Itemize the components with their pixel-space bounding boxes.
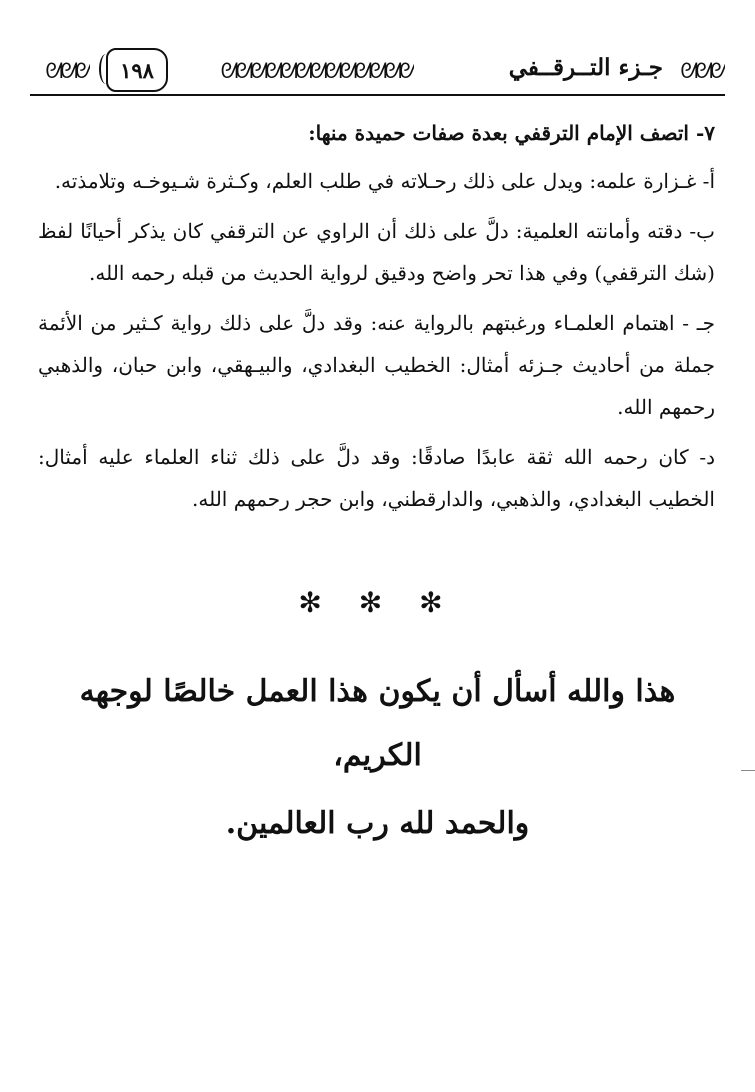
closing-supplication [40, 660, 715, 856]
page-header [30, 48, 725, 96]
running-title: جـزء التــرقــفي [508, 54, 663, 81]
margin-mark [741, 770, 755, 771]
page-number-frame [106, 48, 168, 92]
header-ornament-left: ᘛᘛᘛ [45, 58, 90, 83]
header-rule [30, 94, 725, 96]
page-body [38, 112, 715, 520]
closing-line-1: هذا والله أسأل أن يكون هذا العمل خالصًا لوجهه الكريم، [79, 674, 676, 773]
section-separator: ✻ ✻ ✻ [298, 586, 457, 619]
header-ornament-right: ᘛᘛᘛ [680, 58, 725, 83]
paragraph-b: ب- دقته وأمانته العلمية: دلَّ على ذلك أن الراوي عن الترقفي كان يذكر أحيانًا لفظ (شك الترقفي) وفي هذا تحر واضح ودقيق لرواية الحديث من قبله رحمه الله. [38, 219, 715, 285]
header-ornament-middle: ᘛᘛᘛᘛᘛᘛᘛᘛᘛᘛᘛᘛᘛ [220, 58, 414, 83]
paragraph-c: جـ - اهتمام العلمـاء ورغبتهم بالرواية عنه: وقد دلَّ على ذلك رواية كـثير من الأئمة جملة من أحاديث جـزئه أمثال: الخطيب البغدادي، والبيـهقي، وابن حبان، والذهبي رحمهم الله. [38, 311, 715, 419]
page-number: ١٩٨ [120, 57, 154, 83]
section-heading: ٧- اتصف الإمام الترقفي بعدة صفات حميدة منها: [308, 121, 715, 145]
closing-line-2: والحمد لله رب العالمين. [225, 806, 530, 841]
paragraph-d: د- كان رحمه الله ثقة عابدًا صادقًا: وقد دلَّ على ذلك ثناء العلماء عليه أمثال: الخطيب البغدادي، والذهبي، والدارقطني، وابن حجر رحمهم الله. [38, 445, 715, 511]
paragraph-a: أ- غـزارة علمه: ويدل على ذلك رحـلاته في طلب العلم، وكـثرة شـيوخـه وتلامذته. [54, 169, 715, 193]
